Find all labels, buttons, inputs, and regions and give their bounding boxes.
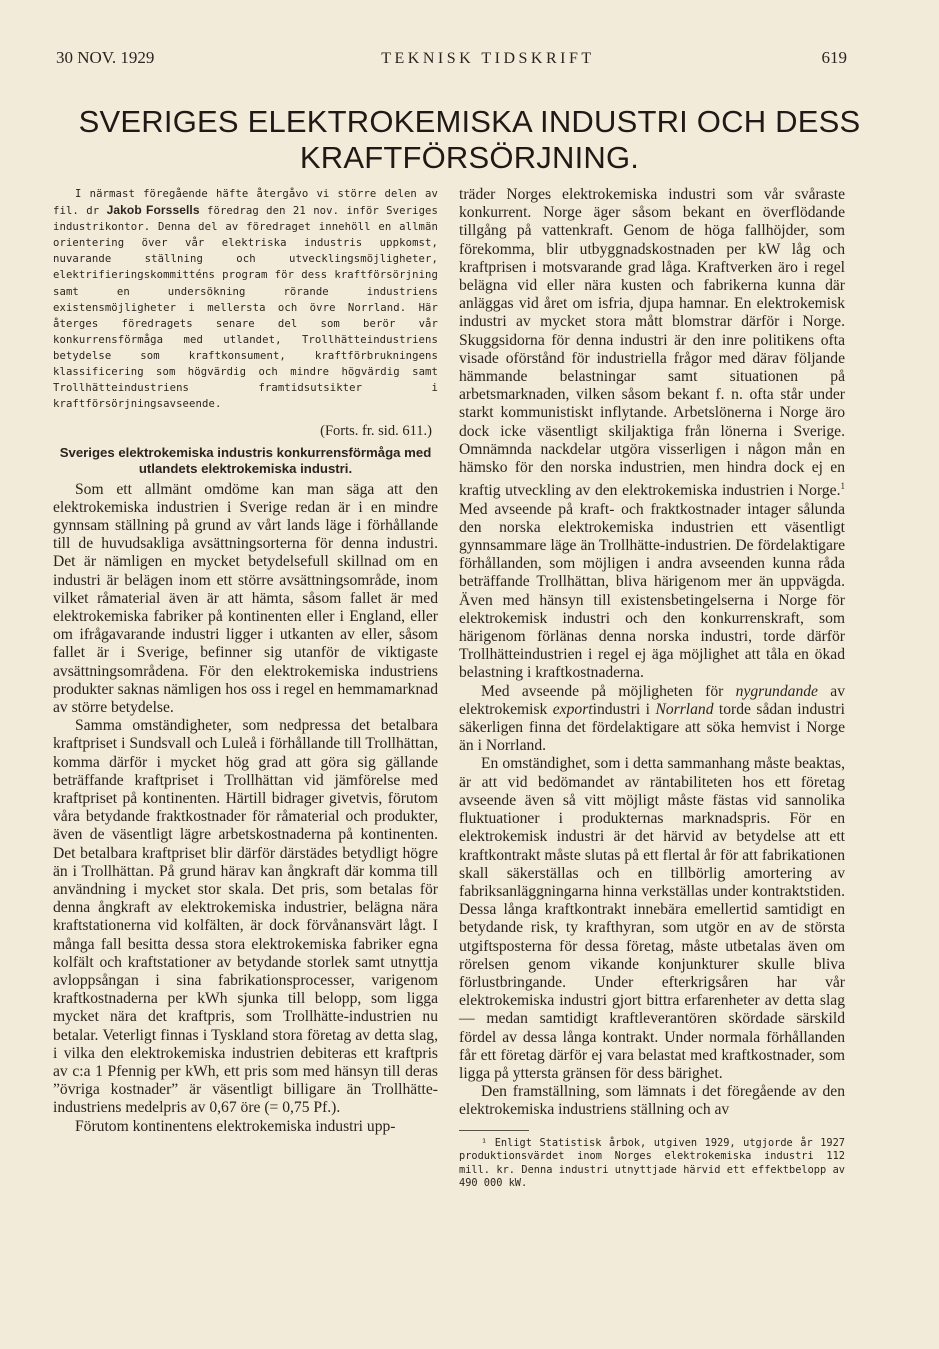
body-text: Med avseende på möjligheten för xyxy=(481,682,724,700)
emphasis: export xyxy=(552,700,593,718)
section-heading: Sveriges elektrokemiska industris konkurrensförmåga med utlandets elektrokemiska industri. xyxy=(59,444,432,476)
intro-text-2: föredrag den 21 nov. inför Sveriges industrikontor. Denna del av föredraget innehöll en allmän orientering över vår elektriska industris uppkomst, nuvarande ställning och utvecklingsmöjligheter, elektrifieringskommitténs program för dess kraftförsörjning samt en undersökning rörande industriens existensmöjligheter i mellersta och övre Norrland. Här återges föredragets senare del som berör vår konkurrensförmåga med utlandet, Trollhätteindustriens betydelse som kraftkonsument, kraftförbrukningens klassificering som högvärdig och mindre högvärdig samt Trollhätteindustriens framtidsutsikter i kraftförsörjningsavseende. xyxy=(53,205,439,411)
left-column xyxy=(53,186,438,1136)
emphasis: Norrland xyxy=(655,700,714,718)
journal-name: TEKNISK TIDSKRIFT xyxy=(381,50,595,67)
body-paragraph: Den framställning, som lämnats i det föregående av den elektrokemiska industriens ställning och av xyxy=(459,1083,845,1119)
footnote-marker: 1 xyxy=(840,481,845,492)
intro-author: Jakob Forssells xyxy=(106,203,200,218)
body-paragraph: Som ett allmänt omdöme kan man säga att den elektrokemiska industrien i Sverige redan är i en mindre gynnsam ställning på grund av vårt lands läge i förhållande till de huvudsakliga avsättningsorterna för denna industri. Det är nämligen en mycket betydelsefull skillnad om en industri är belägen inom ett större avsättningsområde, inom vilket råmaterial även är att hämta, såsom fallet är med elektrokemiska fabriker på kontinenten eller i England, eller om ifrågavarande industri ligger i utkanten av eller, såsom fallet är i Sverige, befinner sig utanför de viktigaste avsättningsområdena. För den elektrokemiska industriens produkter saknas nämligen hos oss i regel en hemmamarknad av större betydelse. xyxy=(53,480,438,716)
body-paragraph xyxy=(459,683,845,756)
footnote: ¹ Enligt Statistisk årbok, utgiven 1929, utgjorde år 1927 produktionsvärdet inom Norges elektrokemiska industri 112 mill. kr. Denna industri utnyttjade härvid ett effektbelopp av 490 000 kW. xyxy=(459,1136,845,1190)
body-paragraph: Samma omständigheter, som nedpressa det betalbara kraftpriset i Sundsvall och Luleå i förhållande till Trollhättan, komma därför i mycket hög grad att göra sig gällande beträffande kraftpriset i Trollhättan vid jämförelse med kraftpriset på kontinenten. Härtill bidrager givetvis, förutom våra betydande fraktkostnader för råmaterial och produkter, även de väsentligt lägre arbetskostnaderna på kontinenten. Det betalbara kraftpriset blir därför därstädes betydligt högre än i Trollhättan. På grund härav kan ångkraft där komma till användning i mycket stor skala. Det pris, som betalas för denna ångkraft av elektrokemiska industrier, belägna nära kraftstationerna vid kolfälten, är dock förvånansvärt lågt. I många fall besitta dessa stora elektrokemiska fabriker egna kolfält och kraftstationer av betydande storlek samt utnyttja avloppsångan i sina fabrikationsprocesser, varigenom kraftkostnaderna per kWh sjunka till belopp, som ligga mycket nära det kraftpris, som Trollhätte-industrien nu betalar. Veterligt finnas i Tyskland stora företag av detta slag, i vilka den elektrokemiska industrien debiteras ett kraftpris av c:a 1 Pfennig per kWh, ett pris som med hänsyn till deras ”övriga kostnader” är väsentligt billigare än Trollhätte-industriens medelpris av 0,67 öre (= 0,75 Pf.). xyxy=(53,717,438,1117)
footnote-divider xyxy=(459,1130,529,1131)
article-title: SVERIGES ELEKTROKEMISKA INDUSTRI OCH DESS KRAFTFÖRSÖRJNING. xyxy=(78,104,861,175)
body-text: industri i xyxy=(592,700,651,718)
issue-date: 30 NOV. 1929 xyxy=(56,48,155,67)
body-paragraph: En omständighet, som i detta sammanhang måste beaktas, är att vid bedömandet av räntabiliteten hos ett företag avseende även så vitt möjligt måste fästas vid sannolika fluktuationer i produkternas marknadspris. För en elektrokemisk industri är det härvid av betydelse att ett kraftkontrakt måste slutas på ett flertal år för att fabrikationen skall säkerställas och en tillbörlig amortering av fabriksanläggningarna hinna verkställas under kontraktstiden. Dessa långa kraftkontrakt innebära emellertid samtidigt en betydande risk, ty krafthyran, som utgör en av de största utgiftsposterna för dessa företag, måste utbetalas även om rörelsen genom vikande konjunkturer skulle bliva förlustbringande. Under efterkrigsåren har vår elektrokemiska industri gjort bittra erfarenheter av detta slag — medan samtidigt kraftleverantören skördade särskild fördel av dessa långa kontrakt. Under normala förhållanden får ett företag därför ej vara belastat med kraftkostnader, som ligga på yttersta gränsen för dess bärighet. xyxy=(459,755,845,1082)
body-text: av elektrokemisk xyxy=(459,682,845,718)
intro-paragraph xyxy=(53,186,438,412)
emphasis: nygrundande xyxy=(735,682,818,700)
right-column xyxy=(459,186,845,1191)
body-paragraph: Förutom kontinentens elektrokemiska industri upp- xyxy=(75,1117,396,1135)
intro-text-1: I närmast föregående häfte återgåvo vi större delen av fil. dr xyxy=(53,188,438,218)
body-text: torde sådan industri säkerligen finna det fördelaktigare att söka hemvist i Norge än i Norrland. xyxy=(459,700,845,755)
body-paragraph xyxy=(459,186,845,683)
body-text: Med avseende på kraft- och fraktkostnader intager sålunda den norska elektrokemiska industrien ett väsentligt gynnsammare läge än Trollhätte-industrien. De fördelaktigare förhållanden, som möjligen i andra avseenden kunna råda beträffande Trollhättan, bliva härigenom mer än uppvägda. Även med hänsyn till existensbetingelserna i Norge för elektrokemisk industri och den konkurrenskraft, som härigenom förlänas denna norska industri, torde därför Trollhätteindustrien i regel ej äga möjlighet att tåla en ökad belastning i kraftkostnaderna. xyxy=(459,500,845,682)
continued-note: (Forts. fr. sid. 611.) xyxy=(320,423,432,440)
page-number: 619 xyxy=(821,48,847,67)
body-text: träder Norges elektrokemiska industri som vår svåraste konkurrent. Norge äger såsom bekant en överflödande tillgång på vattenkraft. Genom de höga fallhöjder, som förekomma, blir utbyggnadskostnaden per kW låg och kraftprisen i motsvarande grad låga. Kraftverken äro i regel belägna vid eller nära kusten och fabrikerna kunna där anläggas vid året om isfria, djupa hamnar. En elektrokemisk industri av mycket stora mått blomstrar därför i Norge. Skuggsidorna för denna industri är den inre politikens ofta visade oförstånd för industriella frågor med därav följande hämmande belastningar samt situationen på arbetsmarknaden, vilken såsom bekant f. n. ofta står under starkt kommunistiskt inflytande. Arbetslönerna i Norge äro dock icke väsentligt skiljaktiga från lönerna i Sverige. Omnämnda nackdelar utgöra visserligen i någon mån en hämsko för den norska industrien, men hindra dock ej en kraftig utveckling av den elektrokemiska industrien i Norge. xyxy=(459,186,845,500)
running-head xyxy=(56,48,847,68)
